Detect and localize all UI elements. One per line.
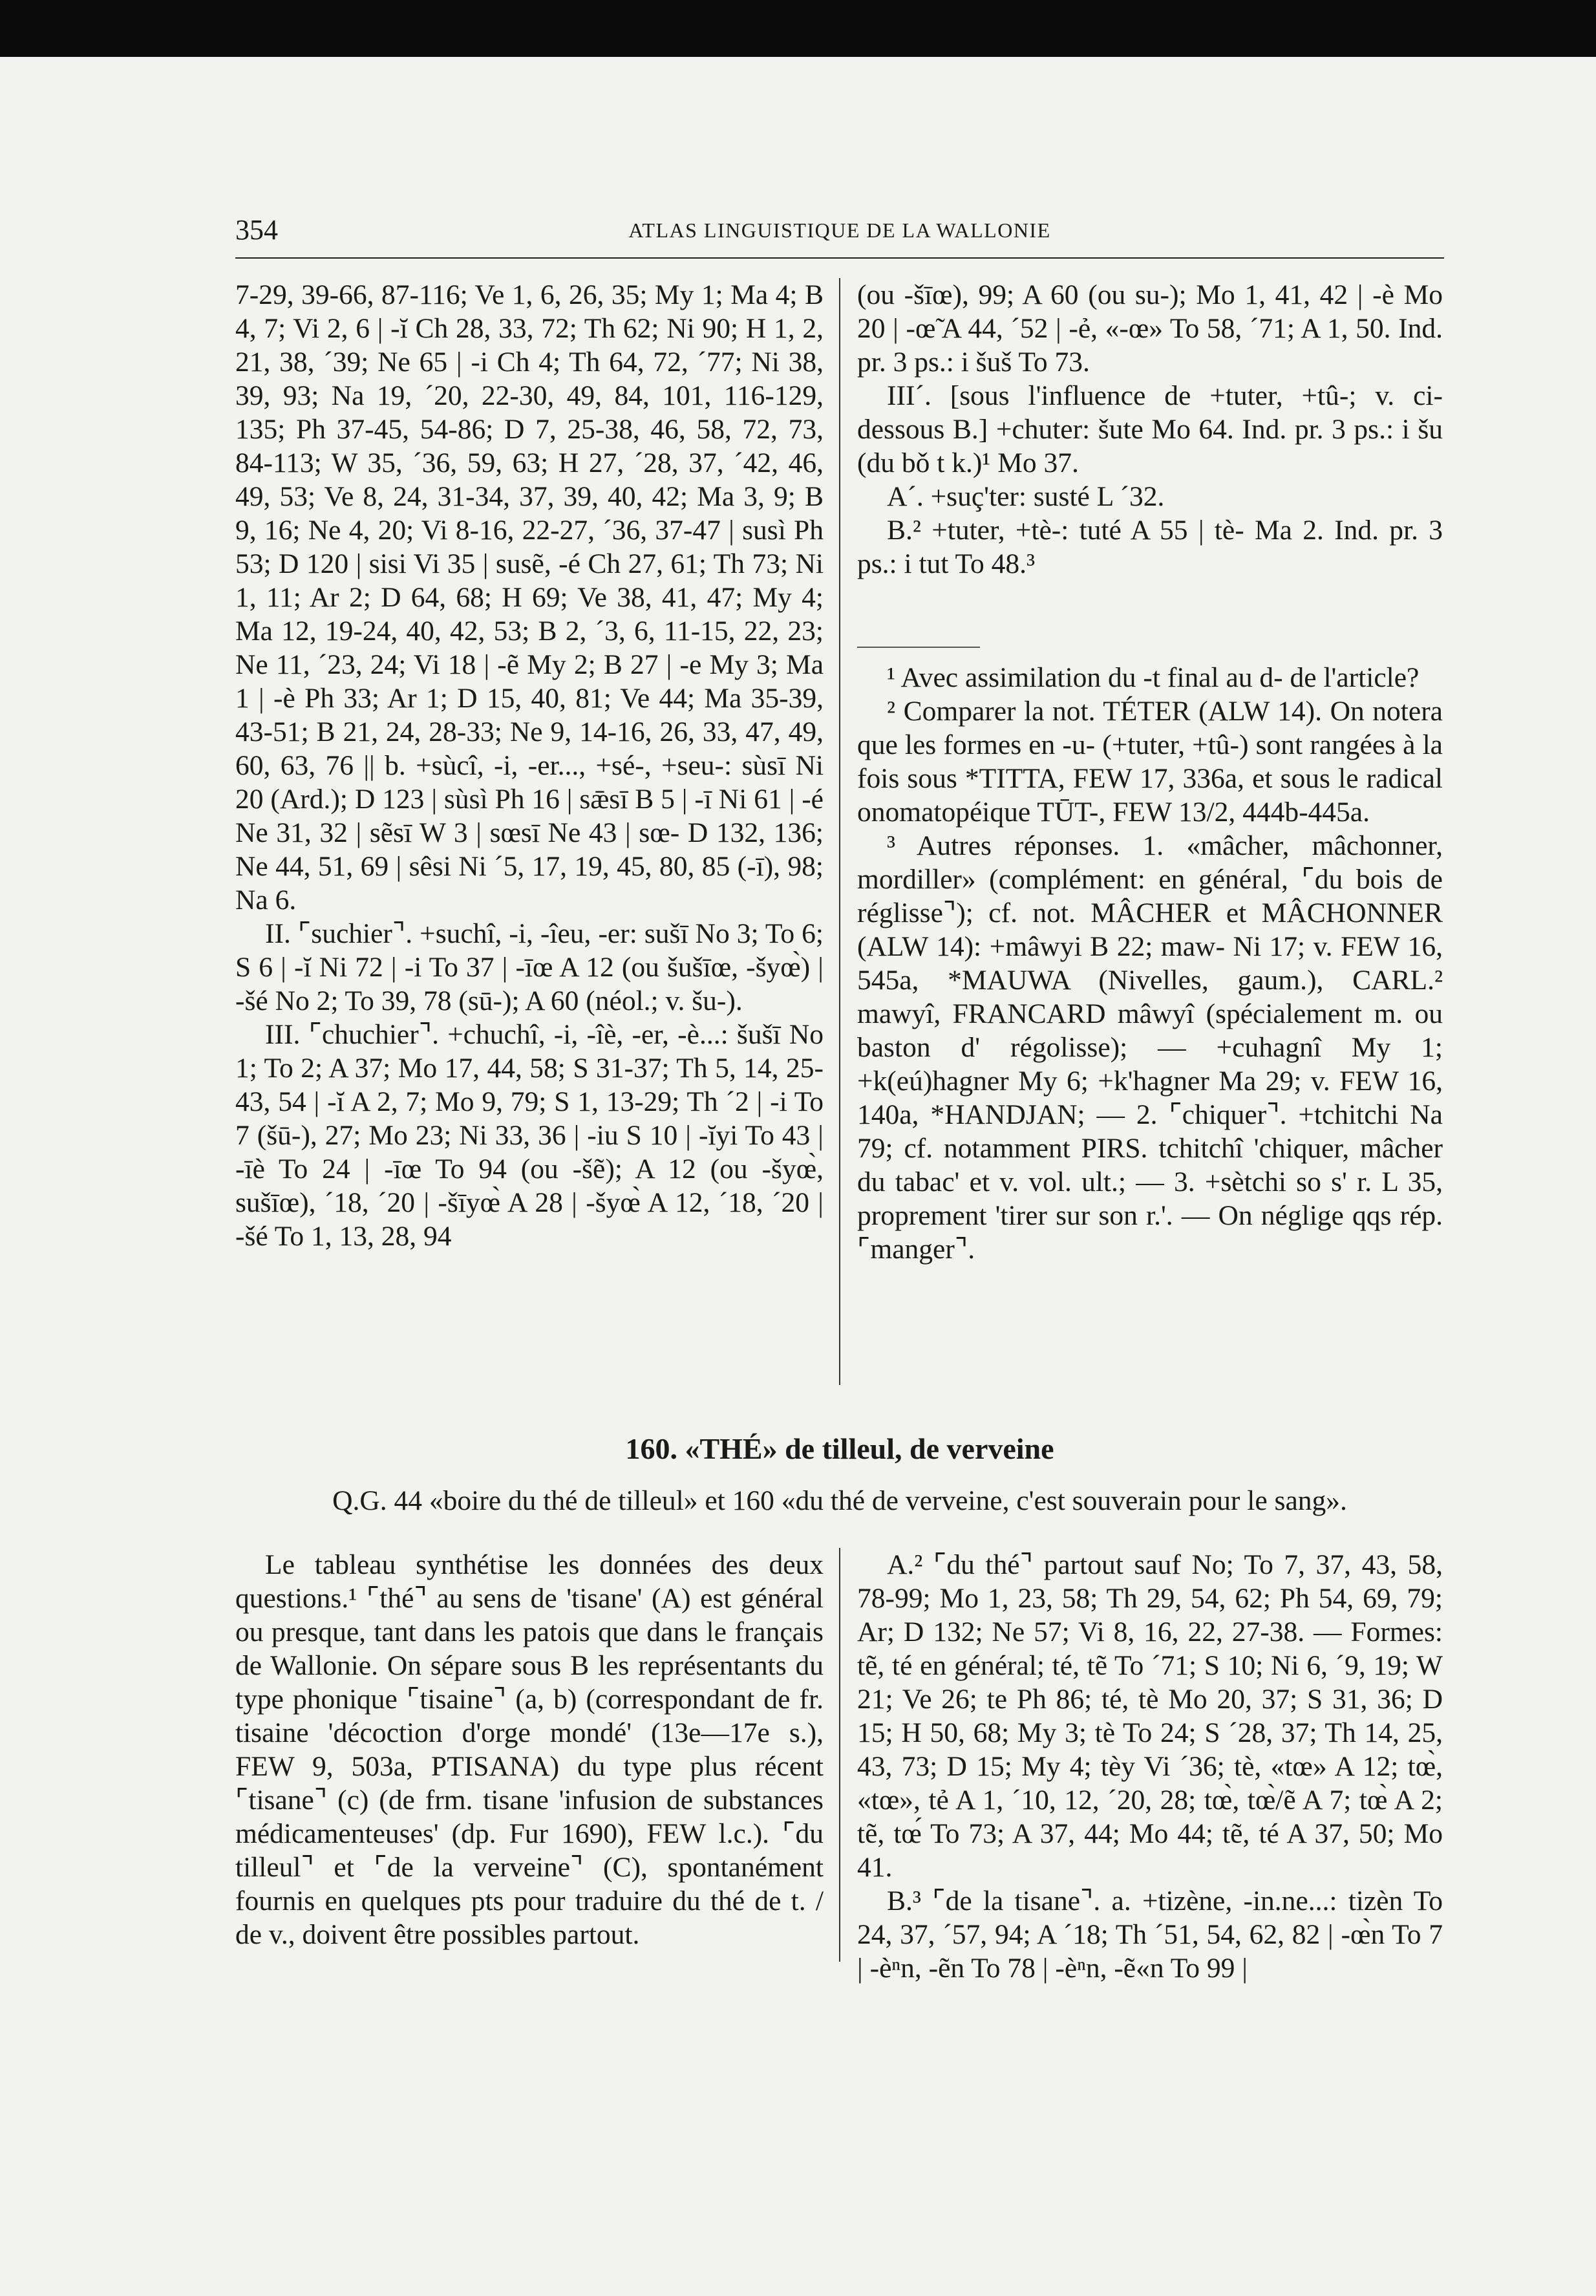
section-question: Q.G. 44 «boire du thé de tilleul» et 160 «du thé de verveine, c'est souverain pour le sang». (332, 1485, 1347, 1516)
right-column-top (857, 278, 1443, 581)
column-divider-bottom (839, 1548, 840, 1962)
paragraph: A.² ⌜du thé⌝ partout sauf No; To 7, 37, 43, 58, 78-99; Mo 1, 23, 58; Th 29, 54, 62; Ph 54, 69, 79; Ar; D 132; Ne 57; Vi 8, 16, 22, 27-38. — Formes: tẽ, té en général; té, tẽ To ´71; S 10; Ni 6, ´9, 19; W 21; Ve 26; te Ph 86; té, tè Mo 20, 37; S 31, 36; D 15; H 50, 68; My 3; tè To 24; S ´28, 37; Th 14, 25, 43, 73; D 15; My 4; tèy Vi ´36; tè, «tœ» A 12; tœ̀, «tœ», tẻ A 1, ´10, 12, ´20, 28; tœ̀, tœ̀/ẽ A 7; tœ̀ A 2; tẽ, tœ́ To 73; A 37, 44; Mo 44; tẽ, té A 37, 50; Mo 41. (857, 1549, 1443, 1883)
page-header (235, 213, 1444, 252)
scan-top-border (0, 0, 1596, 57)
paragraph: III. ⌜chuchier⌝. +chuchî, -i, -îè, -er, -è...: šušī No 1; To 2; A 37; Mo 17, 44, 58; S 31-37; Th 5, 14, 25-43, 54 | -ĭ A 2, 7; Mo 9, 79; S 1, 13-29; Th ´2 | -i To 7 (šū-), 27; Mo 23; Ni 33, 36 | -iu S 10 | -ĭyi To 43 | -īè To 24 | -īœ To 94 (ou -šẽ); A 12 (ou -šyœ̀, sušīœ), ´18, ´20 | -šīyœ̀ A 28 | -šyœ̀ A 12, ´18, ´20 | -šé To 1, 13, 28, 94 (235, 1019, 824, 1252)
left-column-bottom (235, 1548, 824, 1951)
paragraph: B.² +tuter, +tè-: tuté A 55 | tè- Ma 2. Ind. pr. 3 ps.: i tut To 48.³ (857, 515, 1443, 579)
section-title: 160. «THÉ» de tilleul, de verveine (625, 1432, 1054, 1465)
paragraph: B.³ ⌜de la tisane⌝. a. +tizène, -in.ne...: tizèn To 24, 37, ´57, 94; A ´18; Th ´51, 54, 62, 82 | -œ̀n To 7 | -èⁿn, -ẽn To 78 | -èⁿn, -ẽ«n To 99 | (857, 1885, 1443, 1984)
paragraph: III´. [sous l'influence de +tuter, +tû-; v. ci-dessous B.] +chuter: šute Mo 64. Ind. pr. 3 ps.: i šu (du bǒ t k.)¹ Mo 37. (857, 380, 1443, 478)
left-column-top (235, 278, 824, 1253)
running-title: ATLAS LINGUISTIQUE DE LA WALLONIE (628, 219, 1051, 242)
footnote-1: ¹ Avec assimilation du -t final au d- de l'article? (887, 662, 1420, 693)
footnote-3: ³ Autres réponses. 1. «mâcher, mâchonner, mordiller» (complément: en général, ⌜du bois de réglisse⌝); cf. not. MÂCHER et MÂCHONNER (ALW 14): +mâwyi B 22; maw- Ni 17; v. FEW 16, 545a, *MAUWA (Nivelles, gaum.), CARL.² mawyî, FRANCARD mâwyî (spécialement m. ou baston d' régolisse); — +cuhagnî My 1; +k(eú)hagner My 6; +k'hagner Ma 29; v. FEW 16, 140a, *HANDJAN; — 2. ⌜chiquer⌝. +tchitchi Na 79; cf. notamment PIRS. tchitchî 'chiquer, mâcher du tabac' et v. vol. ult.; — 3. +sètchi so s' r. L 35, proprement 'tirer sur son r.'. — On néglige qqs rép. ⌜manger⌝. (857, 830, 1443, 1265)
header-rule (235, 257, 1444, 259)
paragraph: Le tableau synthétise les données des deux questions.¹ ⌜thé⌝ au sens de 'tisane' (A) est général ou presque, tant dans les patois que dans le français de Wallonie. On sépare sous B les représentants du type phonique ⌜tisaine⌝ (a, b) (correspondant de fr. tisaine 'décoction d'orge mondé' (13e—17e s.), FEW 9, 503a, PTISANA) du type plus récent ⌜tisane⌝ (c) (de frm. tisane 'infusion de substances médicamenteuses' (dp. Fur 1690), FEW l.c.). ⌜du tilleul⌝ et ⌜de la verveine⌝ (C), spontanément fournis en quelques pts pour traduire du thé de t. / de v., doivent être possibles partout. (235, 1549, 824, 1950)
footnote-rule (857, 647, 980, 648)
right-column-bottom (857, 1548, 1443, 1985)
footnotes (857, 661, 1443, 1266)
paragraph: (ou -šīœ), 99; A 60 (ou su-); Mo 1, 41, 42 | -è Mo 20 | -œ̃ A 44, ´52 | -ẻ, «-œ» To 58, ´71; A 1, 50. Ind. pr. 3 ps.: i šuš To 73. (857, 279, 1443, 378)
paragraph: A´. +suç'ter: susté L ´32. (887, 481, 1165, 512)
column-divider (839, 278, 840, 1385)
footnote-2: ² Comparer la not. TÉTER (ALW 14). On notera que les formes en -u- (+tuter, +tû-) sont rangées à la fois sous *TITTA, FEW 17, 336a, et sous le radical onomatopéique TŪT-, FEW 13/2, 444b-445a. (857, 696, 1443, 828)
paragraph: II. ⌜suchier⌝. +suchî, -i, -îeu, -er: sušī No 3; To 6; S 6 | -ĭ Ni 72 | -i To 37 | -īœ A 12 (ou šušīœ, -šyœ̀) | -šé No 2; To 39, 78 (sū-); A 60 (néol.; v. šu-). (235, 918, 824, 1016)
page-number: 354 (235, 214, 278, 246)
paragraph: 7-29, 39-66, 87-116; Ve 1, 6, 26, 35; My 1; Ma 4; B 4, 7; Vi 2, 6 | -ĭ Ch 28, 33, 72; Th 62; Ni 90; H 1, 2, 21, 38, ´39; Ne 65 | -i Ch 4; Th 64, 72, ´77; Ni 38, 39, 93; Na 19, ´20, 22-30, 49, 84, 101, 116-129, 135; Ph 37-45, 54-86; D 7, 25-38, 46, 58, 72, 73, 84-113; W 35, ´36, 59, 63; H 27, ´28, 37, ´42, 46, 49, 53; Ve 8, 24, 31-34, 37, 39, 40, 42; Ma 3, 9; B 9, 16; Ne 4, 20; Vi 8-16, 22-27, ´36, 37-47 | susì Ph 53; D 120 | sisi Vi 35 | susẽ, -é Ch 27, 61; Th 73; Ni 1, 11; Ar 2; D 64, 68; H 69; Ve 38, 41, 47; My 4; Ma 12, 19-24, 40, 42, 53; B 2, ´3, 6, 11-15, 22, 23; Ne 11, ´23, 24; Vi 18 | -ẽ My 2; B 27 | -e My 3; Ma 1 | -è Ph 33; Ar 1; D 15, 40, 81; Ve 44; Ma 35-39, 43-51; B 21, 24, 28-33; Ne 9, 14-16, 26, 33, 47, 49, 60, 63, 76 || b. +sùcî, -i, -er..., +sé-, +seu-: sùsī Ni 20 (Ard.); D 123 | sùsì Ph 16 | sǣsī B 5 | -ī Ni 61 | -é Ne 31, 32 | sẽsī W 3 | sœsī Ne 43 | sœ- D 132, 136; Ne 44, 51, 69 | sêsi Ni ´5, 17, 19, 45, 80, 85 (-ī), 98; Na 6. (235, 279, 824, 916)
